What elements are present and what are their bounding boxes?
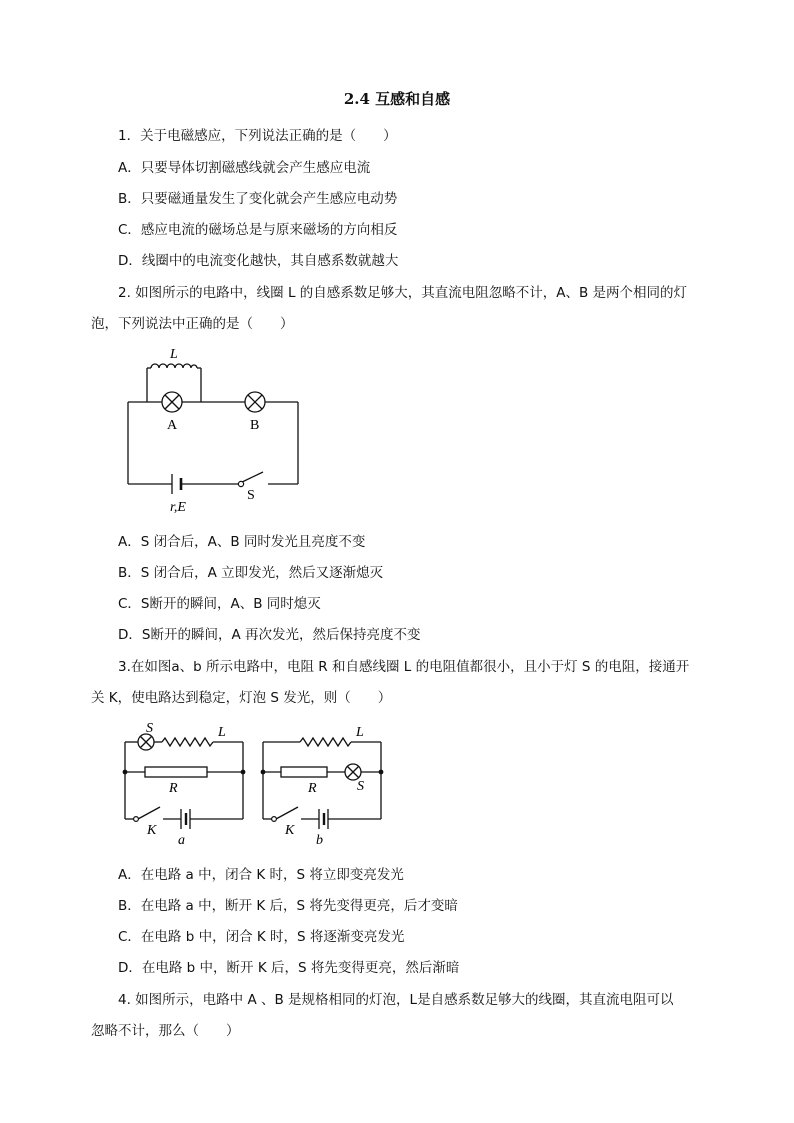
q3-circuit-a-figure — [118, 716, 253, 852]
q4-stem-line1: 4. 如图所示，电路中 A 、B 是规格相同的灯泡，L是自感系数足够大的线圈，其直流电阻可以 — [118, 992, 674, 1008]
q2-inductor-label: L — [170, 347, 178, 362]
q3a-switch-label: K — [147, 823, 157, 838]
q2-stem-line2: 泡，下列说法中正确的是（ ） — [91, 316, 294, 332]
switch-contact-icon — [134, 817, 139, 822]
q3-option-c: C．在电路 b 中，闭合 K 时，S 将逐渐变亮发光 — [118, 929, 405, 945]
lamp-s-icon — [138, 734, 154, 750]
q3a-inductor-label: L — [218, 725, 226, 740]
q2-lamp-a-label: A — [167, 418, 178, 433]
q3-option-b: B．在电路 a 中，断开 K 后，S 将先变得更亮，后才变暗 — [118, 898, 458, 914]
lamp-a-icon — [162, 392, 182, 412]
switch-contact-icon — [238, 481, 243, 486]
q3b-resistor-label: R — [308, 781, 317, 796]
q3-option-d: D．在电路 b 中，断开 K 后，S 将先变得更亮，然后渐暗 — [118, 960, 460, 976]
q3b-inductor-label: L — [356, 725, 364, 740]
battery-icon — [181, 809, 190, 829]
q1-option-d: D．线圈中的电流变化越快，其自感系数就越大 — [118, 253, 399, 269]
q3a-resistor-label: R — [169, 781, 178, 796]
battery-icon — [319, 809, 328, 829]
q3a-caption: a — [178, 833, 185, 848]
lamp-b-icon — [245, 392, 265, 412]
q3b-switch-label: K — [285, 823, 295, 838]
q1-option-a: A．只要导体切割磁感线就会产生感应电流 — [118, 160, 371, 176]
q3a-lamp-label: S — [146, 721, 153, 736]
q3b-caption: b — [316, 833, 323, 848]
q1-stem: 1．关于电磁感应，下列说法正确的是（ ） — [118, 128, 397, 144]
q1-option-b: B．只要磁通量发生了变化就会产生感应电动势 — [118, 191, 398, 207]
q2-option-d: D．S断开的瞬间，A 再次发光，然后保持亮度不变 — [118, 627, 421, 643]
q2-option-a: A．S 闭合后，A、B 同时发光且亮度不变 — [118, 534, 366, 550]
q3b-lamp-label: S — [357, 779, 364, 794]
q2-option-c: C．S断开的瞬间，A、B 同时熄灭 — [118, 596, 321, 612]
q2-lamp-b-label: B — [250, 418, 260, 433]
lamp-s-icon — [345, 764, 361, 780]
q2-switch-label: S — [247, 488, 255, 503]
switch-contact-icon — [272, 817, 277, 822]
q3-stem-line2: 关 K，使电路达到稳定，灯泡 S 发光，则（ ） — [91, 690, 392, 706]
junction-dot-icon — [241, 770, 246, 775]
q3-option-a: A．在电路 a 中，闭合 K 时，S 将立即变亮发光 — [118, 867, 404, 883]
q3-circuit-b-figure — [256, 716, 391, 852]
q4-stem-line2: 忽略不计，那么（ ） — [91, 1023, 240, 1039]
q2-battery-label: r,E — [170, 500, 186, 515]
q2-circuit-figure — [120, 340, 310, 520]
q3-stem-line1: 3.在如图a、b 所示电路中，电阻 R 和自感线圈 L 的电阻值都很小，且小于灯 S 的电阻，接通开 — [118, 659, 690, 675]
junction-dot-icon — [379, 770, 384, 775]
q2-option-b: B．S 闭合后，A 立即发光，然后又逐渐熄灭 — [118, 565, 384, 581]
page-title: 2.4 互感和自感 — [343, 90, 451, 108]
battery-icon — [172, 474, 181, 494]
junction-dot-icon — [261, 770, 266, 775]
junction-dot-icon — [123, 770, 128, 775]
q2-stem-line1: 2. 如图所示的电路中，线圈 L 的自感系数足够大，其直流电阻忽略不计，A、B 是两个相同的灯 — [118, 285, 688, 301]
q1-option-c: C．感应电流的磁场总是与原来磁场的方向相反 — [118, 222, 398, 238]
